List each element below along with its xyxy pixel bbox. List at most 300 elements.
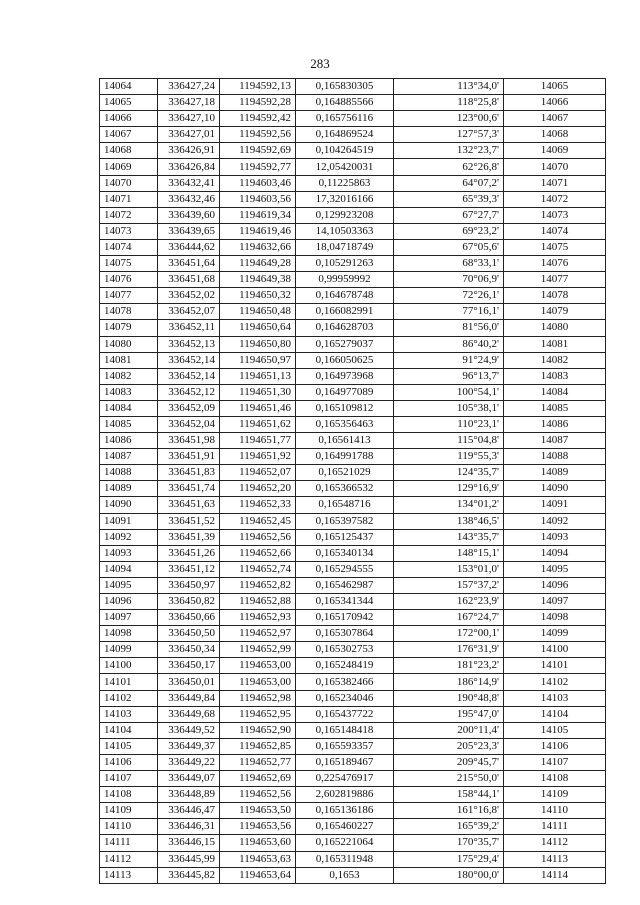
direction-angle-cell: 118°25,8' — [394, 95, 504, 111]
table-row — [100, 320, 606, 336]
next-point-cell: 14099 — [504, 626, 606, 642]
table-row — [100, 207, 606, 223]
next-point-cell: 14082 — [504, 352, 606, 368]
point-number-cell: 14102 — [100, 690, 158, 706]
distance-cell: 0,165125437 — [296, 529, 394, 545]
table-row — [100, 272, 606, 288]
distance-cell: 14,10503363 — [296, 223, 394, 239]
table-row — [100, 529, 606, 545]
table-row — [100, 368, 606, 384]
direction-angle-cell: 195°47,0' — [394, 706, 504, 722]
y-coordinate-cell: 1194632,66 — [220, 239, 296, 255]
point-number-cell: 14097 — [100, 610, 158, 626]
table-row — [100, 400, 606, 416]
next-point-cell: 14112 — [504, 835, 606, 851]
point-number-cell: 14064 — [100, 79, 158, 95]
next-point-cell: 14102 — [504, 674, 606, 690]
y-coordinate-cell: 1194652,56 — [220, 787, 296, 803]
x-coordinate-cell: 336427,24 — [158, 79, 220, 95]
y-coordinate-cell: 1194651,77 — [220, 433, 296, 449]
y-coordinate-cell: 1194651,13 — [220, 368, 296, 384]
direction-angle-cell: 110°23,1' — [394, 416, 504, 432]
distance-cell: 0,164977089 — [296, 384, 394, 400]
distance-cell: 0,164678748 — [296, 288, 394, 304]
table-row — [100, 803, 606, 819]
x-coordinate-cell: 336439,65 — [158, 223, 220, 239]
x-coordinate-cell: 336452,07 — [158, 304, 220, 320]
y-coordinate-cell: 1194652,93 — [220, 610, 296, 626]
direction-angle-cell: 158°44,1' — [394, 787, 504, 803]
point-number-cell: 14065 — [100, 95, 158, 111]
table-row — [100, 819, 606, 835]
x-coordinate-cell: 336432,46 — [158, 191, 220, 207]
next-point-cell: 14067 — [504, 111, 606, 127]
next-point-cell: 14113 — [504, 851, 606, 867]
table-row — [100, 658, 606, 674]
x-coordinate-cell: 336450,66 — [158, 610, 220, 626]
next-point-cell: 14087 — [504, 433, 606, 449]
x-coordinate-cell: 336452,14 — [158, 368, 220, 384]
direction-angle-cell: 81°56,0' — [394, 320, 504, 336]
distance-cell: 0,165136186 — [296, 803, 394, 819]
x-coordinate-cell: 336439,60 — [158, 207, 220, 223]
y-coordinate-cell: 1194652,20 — [220, 481, 296, 497]
table-row — [100, 191, 606, 207]
table-row — [100, 79, 606, 95]
x-coordinate-cell: 336451,26 — [158, 545, 220, 561]
direction-angle-cell: 176°31,9' — [394, 642, 504, 658]
x-coordinate-cell: 336452,04 — [158, 416, 220, 432]
y-coordinate-cell: 1194592,56 — [220, 127, 296, 143]
y-coordinate-cell: 1194592,13 — [220, 79, 296, 95]
x-coordinate-cell: 336450,01 — [158, 674, 220, 690]
point-number-cell: 14075 — [100, 256, 158, 272]
distance-cell: 0,165830305 — [296, 79, 394, 95]
direction-angle-cell: 64°07,2' — [394, 175, 504, 191]
x-coordinate-cell: 336450,82 — [158, 594, 220, 610]
point-number-cell: 14071 — [100, 191, 158, 207]
y-coordinate-cell: 1194652,90 — [220, 722, 296, 738]
y-coordinate-cell: 1194653,00 — [220, 674, 296, 690]
direction-angle-cell: 72°26,1' — [394, 288, 504, 304]
y-coordinate-cell: 1194653,64 — [220, 867, 296, 883]
point-number-cell: 14070 — [100, 175, 158, 191]
distance-cell: 0,165382466 — [296, 674, 394, 690]
direction-angle-cell: 215°50,0' — [394, 771, 504, 787]
direction-angle-cell: 143°35,7' — [394, 529, 504, 545]
point-number-cell: 14104 — [100, 722, 158, 738]
y-coordinate-cell: 1194652,07 — [220, 465, 296, 481]
next-point-cell: 14114 — [504, 867, 606, 883]
point-number-cell: 14084 — [100, 400, 158, 416]
distance-cell: 0,165593357 — [296, 738, 394, 754]
distance-cell: 0,16548716 — [296, 497, 394, 513]
direction-angle-cell: 205°23,3' — [394, 738, 504, 754]
point-number-cell: 14081 — [100, 352, 158, 368]
point-number-cell: 14069 — [100, 159, 158, 175]
table-row — [100, 449, 606, 465]
x-coordinate-cell: 336426,84 — [158, 159, 220, 175]
table-row — [100, 706, 606, 722]
y-coordinate-cell: 1194650,32 — [220, 288, 296, 304]
distance-cell: 12,05420031 — [296, 159, 394, 175]
direction-angle-cell: 86°40,2' — [394, 336, 504, 352]
y-coordinate-cell: 1194652,88 — [220, 594, 296, 610]
point-number-cell: 14106 — [100, 754, 158, 770]
distance-cell: 18,04718749 — [296, 239, 394, 255]
table-row — [100, 738, 606, 754]
next-point-cell: 14074 — [504, 223, 606, 239]
point-number-cell: 14082 — [100, 368, 158, 384]
x-coordinate-cell: 336446,31 — [158, 819, 220, 835]
distance-cell: 0,165109812 — [296, 400, 394, 416]
table-row — [100, 594, 606, 610]
x-coordinate-cell: 336450,97 — [158, 577, 220, 593]
table-row — [100, 336, 606, 352]
distance-cell: 0,165234046 — [296, 690, 394, 706]
point-number-cell: 14110 — [100, 819, 158, 835]
point-number-cell: 14091 — [100, 513, 158, 529]
point-number-cell: 14085 — [100, 416, 158, 432]
point-number-cell: 14101 — [100, 674, 158, 690]
direction-angle-cell: 123°00,6' — [394, 111, 504, 127]
next-point-cell: 14083 — [504, 368, 606, 384]
distance-cell: 0,225476917 — [296, 771, 394, 787]
distance-cell: 0,16561413 — [296, 433, 394, 449]
table-row — [100, 239, 606, 255]
x-coordinate-cell: 336449,07 — [158, 771, 220, 787]
x-coordinate-cell: 336446,47 — [158, 803, 220, 819]
x-coordinate-cell: 336444,62 — [158, 239, 220, 255]
x-coordinate-cell: 336432,41 — [158, 175, 220, 191]
table-row — [100, 127, 606, 143]
table-row — [100, 304, 606, 320]
point-number-cell: 14111 — [100, 835, 158, 851]
y-coordinate-cell: 1194649,38 — [220, 272, 296, 288]
page-number: 283 — [310, 56, 330, 71]
next-point-cell: 14084 — [504, 384, 606, 400]
next-point-cell: 14081 — [504, 336, 606, 352]
x-coordinate-cell: 336450,34 — [158, 642, 220, 658]
next-point-cell: 14080 — [504, 320, 606, 336]
next-point-cell: 14092 — [504, 513, 606, 529]
distance-cell: 0,165460227 — [296, 819, 394, 835]
point-number-cell: 14072 — [100, 207, 158, 223]
y-coordinate-cell: 1194603,46 — [220, 175, 296, 191]
point-number-cell: 14095 — [100, 577, 158, 593]
table-row — [100, 175, 606, 191]
table-row — [100, 95, 606, 111]
y-coordinate-cell: 1194652,66 — [220, 545, 296, 561]
y-coordinate-cell: 1194653,63 — [220, 851, 296, 867]
y-coordinate-cell: 1194650,80 — [220, 336, 296, 352]
point-number-cell: 14092 — [100, 529, 158, 545]
x-coordinate-cell: 336449,37 — [158, 738, 220, 754]
table-row — [100, 771, 606, 787]
direction-angle-cell: 181°23,2' — [394, 658, 504, 674]
y-coordinate-cell: 1194651,46 — [220, 400, 296, 416]
table-row — [100, 561, 606, 577]
y-coordinate-cell: 1194649,28 — [220, 256, 296, 272]
next-point-cell: 14065 — [504, 79, 606, 95]
distance-cell: 0,164628703 — [296, 320, 394, 336]
table-row — [100, 867, 606, 883]
next-point-cell: 14089 — [504, 465, 606, 481]
x-coordinate-cell: 336451,83 — [158, 465, 220, 481]
next-point-cell: 14069 — [504, 143, 606, 159]
y-coordinate-cell: 1194592,69 — [220, 143, 296, 159]
distance-cell: 0,165462987 — [296, 577, 394, 593]
coordinates-table — [99, 78, 606, 884]
table-row — [100, 754, 606, 770]
point-number-cell: 14113 — [100, 867, 158, 883]
point-number-cell: 14100 — [100, 658, 158, 674]
y-coordinate-cell: 1194651,30 — [220, 384, 296, 400]
distance-cell: 0,165189467 — [296, 754, 394, 770]
direction-angle-cell: 132°23,7' — [394, 143, 504, 159]
distance-cell: 0,165311948 — [296, 851, 394, 867]
distance-cell: 0,165170942 — [296, 610, 394, 626]
next-point-cell: 14094 — [504, 545, 606, 561]
point-number-cell: 14074 — [100, 239, 158, 255]
distance-cell: 0,165294555 — [296, 561, 394, 577]
y-coordinate-cell: 1194652,69 — [220, 771, 296, 787]
y-coordinate-cell: 1194651,62 — [220, 416, 296, 432]
next-point-cell: 14071 — [504, 175, 606, 191]
direction-angle-cell: 65°39,3' — [394, 191, 504, 207]
point-number-cell: 14099 — [100, 642, 158, 658]
table-row — [100, 433, 606, 449]
table-row — [100, 787, 606, 803]
next-point-cell: 14108 — [504, 771, 606, 787]
direction-angle-cell: 175°29,4' — [394, 851, 504, 867]
table-row — [100, 416, 606, 432]
distance-cell: 0,11225863 — [296, 175, 394, 191]
next-point-cell: 14106 — [504, 738, 606, 754]
direction-angle-cell: 68°33,1' — [394, 256, 504, 272]
x-coordinate-cell: 336427,10 — [158, 111, 220, 127]
next-point-cell: 14091 — [504, 497, 606, 513]
y-coordinate-cell: 1194653,50 — [220, 803, 296, 819]
table-body — [100, 79, 606, 884]
direction-angle-cell: 67°05,6' — [394, 239, 504, 255]
point-number-cell: 14080 — [100, 336, 158, 352]
direction-angle-cell: 77°16,1' — [394, 304, 504, 320]
direction-angle-cell: 161°16,8' — [394, 803, 504, 819]
table-row — [100, 352, 606, 368]
distance-cell: 0,165279037 — [296, 336, 394, 352]
table-row — [100, 256, 606, 272]
distance-cell: 0,105291263 — [296, 256, 394, 272]
y-coordinate-cell: 1194653,00 — [220, 658, 296, 674]
table-row — [100, 577, 606, 593]
next-point-cell: 14073 — [504, 207, 606, 223]
table-row — [100, 465, 606, 481]
y-coordinate-cell: 1194603,56 — [220, 191, 296, 207]
next-point-cell: 14086 — [504, 416, 606, 432]
table-row — [100, 384, 606, 400]
y-coordinate-cell: 1194652,45 — [220, 513, 296, 529]
next-point-cell: 14072 — [504, 191, 606, 207]
x-coordinate-cell: 336427,01 — [158, 127, 220, 143]
distance-cell: 0,165221064 — [296, 835, 394, 851]
table-row — [100, 642, 606, 658]
next-point-cell: 14101 — [504, 658, 606, 674]
point-number-cell: 14087 — [100, 449, 158, 465]
direction-angle-cell: 124°35,7' — [394, 465, 504, 481]
next-point-cell: 14090 — [504, 481, 606, 497]
next-point-cell: 14077 — [504, 272, 606, 288]
x-coordinate-cell: 336449,22 — [158, 754, 220, 770]
x-coordinate-cell: 336446,15 — [158, 835, 220, 851]
distance-cell: 0,165340134 — [296, 545, 394, 561]
x-coordinate-cell: 336451,64 — [158, 256, 220, 272]
distance-cell: 0,104264519 — [296, 143, 394, 159]
table-row — [100, 835, 606, 851]
x-coordinate-cell: 336448,89 — [158, 787, 220, 803]
distance-cell: 2,602819886 — [296, 787, 394, 803]
distance-cell: 0,1653 — [296, 867, 394, 883]
table-row — [100, 223, 606, 239]
x-coordinate-cell: 336451,98 — [158, 433, 220, 449]
table-row — [100, 497, 606, 513]
next-point-cell: 14085 — [504, 400, 606, 416]
y-coordinate-cell: 1194650,48 — [220, 304, 296, 320]
x-coordinate-cell: 336451,63 — [158, 497, 220, 513]
direction-angle-cell: 148°15,1' — [394, 545, 504, 561]
distance-cell: 0,129923208 — [296, 207, 394, 223]
table-row — [100, 851, 606, 867]
next-point-cell: 14078 — [504, 288, 606, 304]
next-point-cell: 14098 — [504, 610, 606, 626]
next-point-cell: 14088 — [504, 449, 606, 465]
direction-angle-cell: 69°23,2' — [394, 223, 504, 239]
point-number-cell: 14112 — [100, 851, 158, 867]
next-point-cell: 14103 — [504, 690, 606, 706]
next-point-cell: 14093 — [504, 529, 606, 545]
direction-angle-cell: 62°26,8' — [394, 159, 504, 175]
y-coordinate-cell: 1194652,99 — [220, 642, 296, 658]
y-coordinate-cell: 1194619,34 — [220, 207, 296, 223]
point-number-cell: 14086 — [100, 433, 158, 449]
table-row — [100, 690, 606, 706]
x-coordinate-cell: 336449,68 — [158, 706, 220, 722]
next-point-cell: 14068 — [504, 127, 606, 143]
y-coordinate-cell: 1194592,77 — [220, 159, 296, 175]
y-coordinate-cell: 1194652,77 — [220, 754, 296, 770]
distance-cell: 0,165437722 — [296, 706, 394, 722]
distance-cell: 0,164973968 — [296, 368, 394, 384]
x-coordinate-cell: 336452,13 — [158, 336, 220, 352]
direction-angle-cell: 96°13,7' — [394, 368, 504, 384]
table-row — [100, 610, 606, 626]
x-coordinate-cell: 336452,02 — [158, 288, 220, 304]
distance-cell: 0,165341344 — [296, 594, 394, 610]
y-coordinate-cell: 1194651,92 — [220, 449, 296, 465]
x-coordinate-cell: 336449,52 — [158, 722, 220, 738]
table-row — [100, 722, 606, 738]
x-coordinate-cell: 336451,52 — [158, 513, 220, 529]
x-coordinate-cell: 336451,12 — [158, 561, 220, 577]
direction-angle-cell: 170°35,7' — [394, 835, 504, 851]
point-number-cell: 14108 — [100, 787, 158, 803]
distance-cell: 0,164991788 — [296, 449, 394, 465]
y-coordinate-cell: 1194619,46 — [220, 223, 296, 239]
next-point-cell: 14110 — [504, 803, 606, 819]
y-coordinate-cell: 1194652,56 — [220, 529, 296, 545]
x-coordinate-cell: 336451,91 — [158, 449, 220, 465]
y-coordinate-cell: 1194652,82 — [220, 577, 296, 593]
x-coordinate-cell: 336449,84 — [158, 690, 220, 706]
distance-cell: 0,165148418 — [296, 722, 394, 738]
x-coordinate-cell: 336451,39 — [158, 529, 220, 545]
point-number-cell: 14109 — [100, 803, 158, 819]
y-coordinate-cell: 1194652,85 — [220, 738, 296, 754]
table-row — [100, 159, 606, 175]
distance-cell: 17,32016166 — [296, 191, 394, 207]
direction-angle-cell: 129°16,9' — [394, 481, 504, 497]
direction-angle-cell: 172°00,1' — [394, 626, 504, 642]
distance-cell: 0,165756116 — [296, 111, 394, 127]
distance-cell: 0,165248419 — [296, 658, 394, 674]
point-number-cell: 14088 — [100, 465, 158, 481]
x-coordinate-cell: 336452,11 — [158, 320, 220, 336]
y-coordinate-cell: 1194652,33 — [220, 497, 296, 513]
table-row — [100, 545, 606, 561]
distance-cell: 0,165307864 — [296, 626, 394, 642]
point-number-cell: 14067 — [100, 127, 158, 143]
x-coordinate-cell: 336426,91 — [158, 143, 220, 159]
table-row — [100, 674, 606, 690]
x-coordinate-cell: 336445,82 — [158, 867, 220, 883]
point-number-cell: 14089 — [100, 481, 158, 497]
point-number-cell: 14107 — [100, 771, 158, 787]
next-point-cell: 14075 — [504, 239, 606, 255]
distance-cell: 0,165366532 — [296, 481, 394, 497]
direction-angle-cell: 138°46,5' — [394, 513, 504, 529]
direction-angle-cell: 165°39,2' — [394, 819, 504, 835]
y-coordinate-cell: 1194653,56 — [220, 819, 296, 835]
distance-cell: 0,165356463 — [296, 416, 394, 432]
direction-angle-cell: 186°14,9' — [394, 674, 504, 690]
table-row — [100, 626, 606, 642]
x-coordinate-cell: 336450,17 — [158, 658, 220, 674]
point-number-cell: 14079 — [100, 320, 158, 336]
distance-cell: 0,165397582 — [296, 513, 394, 529]
next-point-cell: 14097 — [504, 594, 606, 610]
distance-cell: 0,164885566 — [296, 95, 394, 111]
direction-angle-cell: 134°01,2' — [394, 497, 504, 513]
next-point-cell: 14111 — [504, 819, 606, 835]
x-coordinate-cell: 336427,18 — [158, 95, 220, 111]
point-number-cell: 14093 — [100, 545, 158, 561]
point-number-cell: 14083 — [100, 384, 158, 400]
next-point-cell: 14066 — [504, 95, 606, 111]
next-point-cell: 14100 — [504, 642, 606, 658]
point-number-cell: 14068 — [100, 143, 158, 159]
direction-angle-cell: 67°27,7' — [394, 207, 504, 223]
direction-angle-cell: 200°11,4' — [394, 722, 504, 738]
point-number-cell: 14076 — [100, 272, 158, 288]
next-point-cell: 14070 — [504, 159, 606, 175]
direction-angle-cell: 113°34,0' — [394, 79, 504, 95]
point-number-cell: 14103 — [100, 706, 158, 722]
distance-cell: 0,99959992 — [296, 272, 394, 288]
direction-angle-cell: 167°24,7' — [394, 610, 504, 626]
x-coordinate-cell: 336452,12 — [158, 384, 220, 400]
direction-angle-cell: 127°57,3' — [394, 127, 504, 143]
next-point-cell: 14079 — [504, 304, 606, 320]
